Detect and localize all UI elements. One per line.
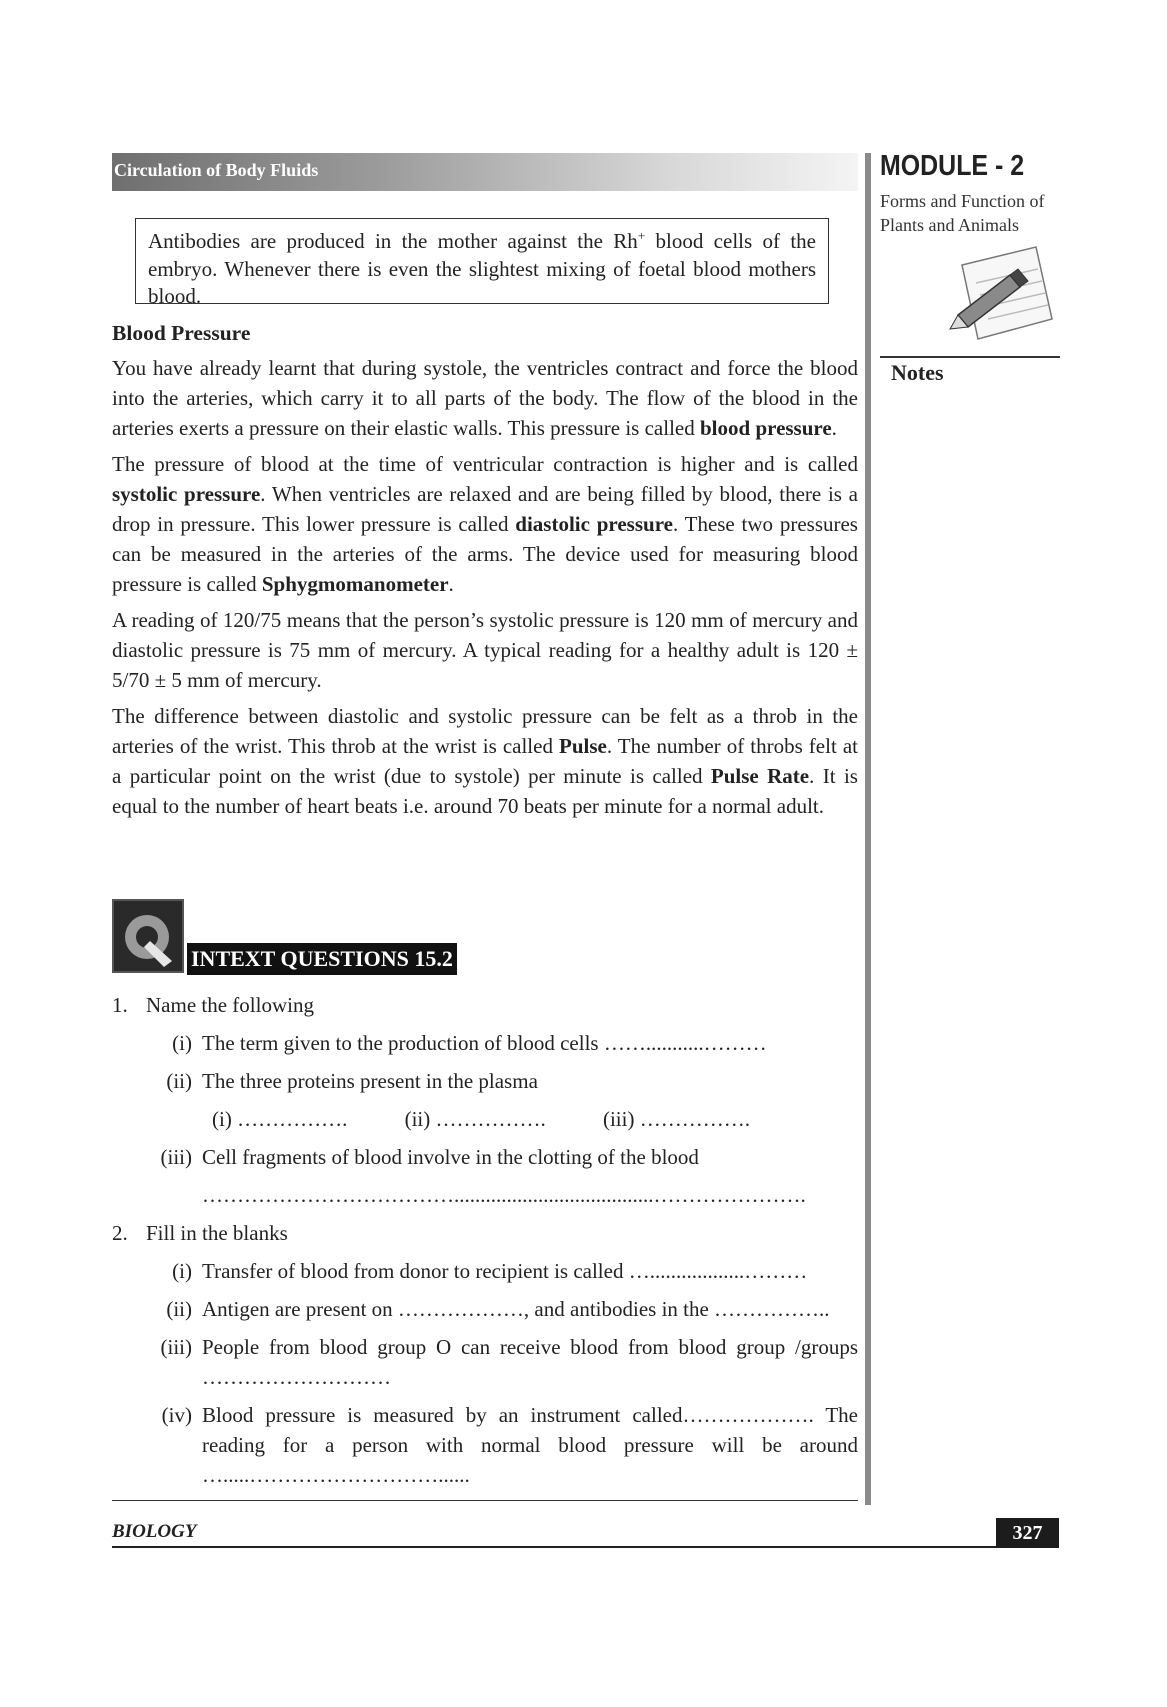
- protein-blanks: [212, 1104, 802, 1134]
- boxed-note: [135, 218, 829, 308]
- p2-term-systolic: systolic pressure: [112, 482, 261, 506]
- notes-rule: [880, 356, 1060, 358]
- footer-rule: [112, 1546, 1059, 1548]
- p2-text-g: .: [448, 572, 454, 596]
- item-numeral: (ii): [166, 1297, 192, 1321]
- item-text: The term given to the production of blood cells ……...........………: [202, 1031, 767, 1055]
- p2-text-a: The pressure of blood at the time of ventricular contraction is higher and is called: [112, 452, 858, 476]
- section-heading: Blood Pressure: [112, 321, 251, 345]
- p4-text-c: . The number of throbs felt at a particular point on the wrist (due to systole) per minute is called: [112, 734, 858, 788]
- item-text: Antigen are present on ………………, and antibodies in the ……………..: [202, 1297, 830, 1321]
- content-bottom-rule: [112, 1500, 858, 1501]
- intext-questions-title: INTEXT QUESTIONS 15.2: [187, 943, 457, 975]
- module-subtitle: Forms and Function of Plants and Animals: [880, 191, 1045, 235]
- page-number: 327: [996, 1518, 1059, 1548]
- p4-term-pulse-rate: Pulse Rate: [710, 764, 810, 788]
- intext-question-icon: [112, 899, 184, 973]
- p1-text-c: .: [831, 416, 837, 440]
- item-numeral: (i): [172, 1031, 192, 1055]
- question-q-icon: [114, 901, 182, 971]
- main-content: [112, 318, 858, 827]
- p1-term: blood pressure: [700, 416, 832, 440]
- item-text: People from blood group O can receive blood from blood group /groups ………………………: [202, 1335, 858, 1389]
- item-numeral: (iv): [161, 1403, 192, 1427]
- boxed-note-text-a: Antibodies are produced in the mother against the Rh: [148, 229, 638, 253]
- item-numeral: (iii): [160, 1145, 192, 1169]
- question-1-text: Name the following: [146, 993, 314, 1017]
- blank-slot: (iii) …………….: [602, 1107, 750, 1131]
- blank-slot: (ii) …………….: [404, 1107, 546, 1131]
- blank-slot: (i) …………….: [212, 1107, 348, 1131]
- paragraph-3: A reading of 120/75 means that the person’s systolic pressure is 120 mm of mercury and diastolic pressure is 75 mm of mercury. A typical reading for a healthy adult is 120 ± 5/70 ± 5 mm of mercury.: [112, 608, 858, 692]
- p2-text-c: . When ventricles are relaxed and are being filled by blood, there is a drop in pressure. This lower pressure is called: [112, 482, 858, 536]
- item-numeral: (i): [172, 1259, 192, 1283]
- question-2-text: Fill in the blanks: [146, 1221, 288, 1245]
- notes-label: Notes: [891, 360, 944, 385]
- long-blank: ………………………………......................................………………….: [202, 1183, 806, 1207]
- p1-text-a: You have already learnt that during systole, the ventricles contract and force the blood into the arteries, which carry it to all parts of the body. The flow of the blood in the arteries exerts a pressure on their elastic walls. This pressure is called: [112, 356, 858, 440]
- chapter-header-bar: [112, 153, 858, 191]
- footer-subject: BIOLOGY: [112, 1521, 197, 1542]
- p2-term-device: Sphygmomanometer: [261, 572, 449, 596]
- p2-term-diastolic: diastolic pressure: [515, 512, 673, 536]
- p4-text-e: . It is equal to the number of heart beats i.e. around 70 beats per minute for a normal adult.: [112, 764, 858, 818]
- item-numeral: (iii): [160, 1335, 192, 1359]
- module-title: MODULE - 2: [880, 150, 1025, 182]
- item-text: Cell fragments of blood involve in the clotting of the blood: [202, 1145, 699, 1169]
- item-numeral: (ii): [166, 1069, 192, 1093]
- paragraph-2: [112, 449, 858, 599]
- item-text: Transfer of blood from donor to recipient is called …..................………: [202, 1259, 808, 1283]
- p4-term-pulse: Pulse: [559, 734, 607, 758]
- question-1-number: 1.: [112, 993, 128, 1017]
- question-2-number: 2.: [112, 1221, 128, 1245]
- boxed-note-sup: +: [637, 228, 646, 243]
- paragraph-1: [112, 353, 858, 443]
- boxed-note-text-b: blood cells of the embryo. Whenever there is even the slightest mixing of foetal blood mothers blood.: [148, 229, 816, 308]
- margin-divider: [865, 153, 871, 1505]
- paragraph-4: [112, 701, 858, 821]
- p4-text-a: The difference between diastolic and systolic pressure can be felt as a throb in the arteries of the wrist. This throb at the wrist is called: [112, 704, 858, 758]
- notes-pencil-icon: [948, 243, 1054, 351]
- chapter-title: Circulation of Body Fluids: [114, 160, 319, 180]
- item-text: Blood pressure is measured by an instrument called………………. The reading for a person with normal blood pressure will be around ….....………………………......: [202, 1403, 858, 1487]
- item-text: The three proteins present in the plasma: [202, 1069, 538, 1093]
- question-1: [112, 990, 314, 1020]
- p2-text-e: . These two pressures can be measured in the arteries of the arms. The device used for measuring blood pressure is called: [112, 512, 858, 596]
- question-2: [112, 1218, 288, 1248]
